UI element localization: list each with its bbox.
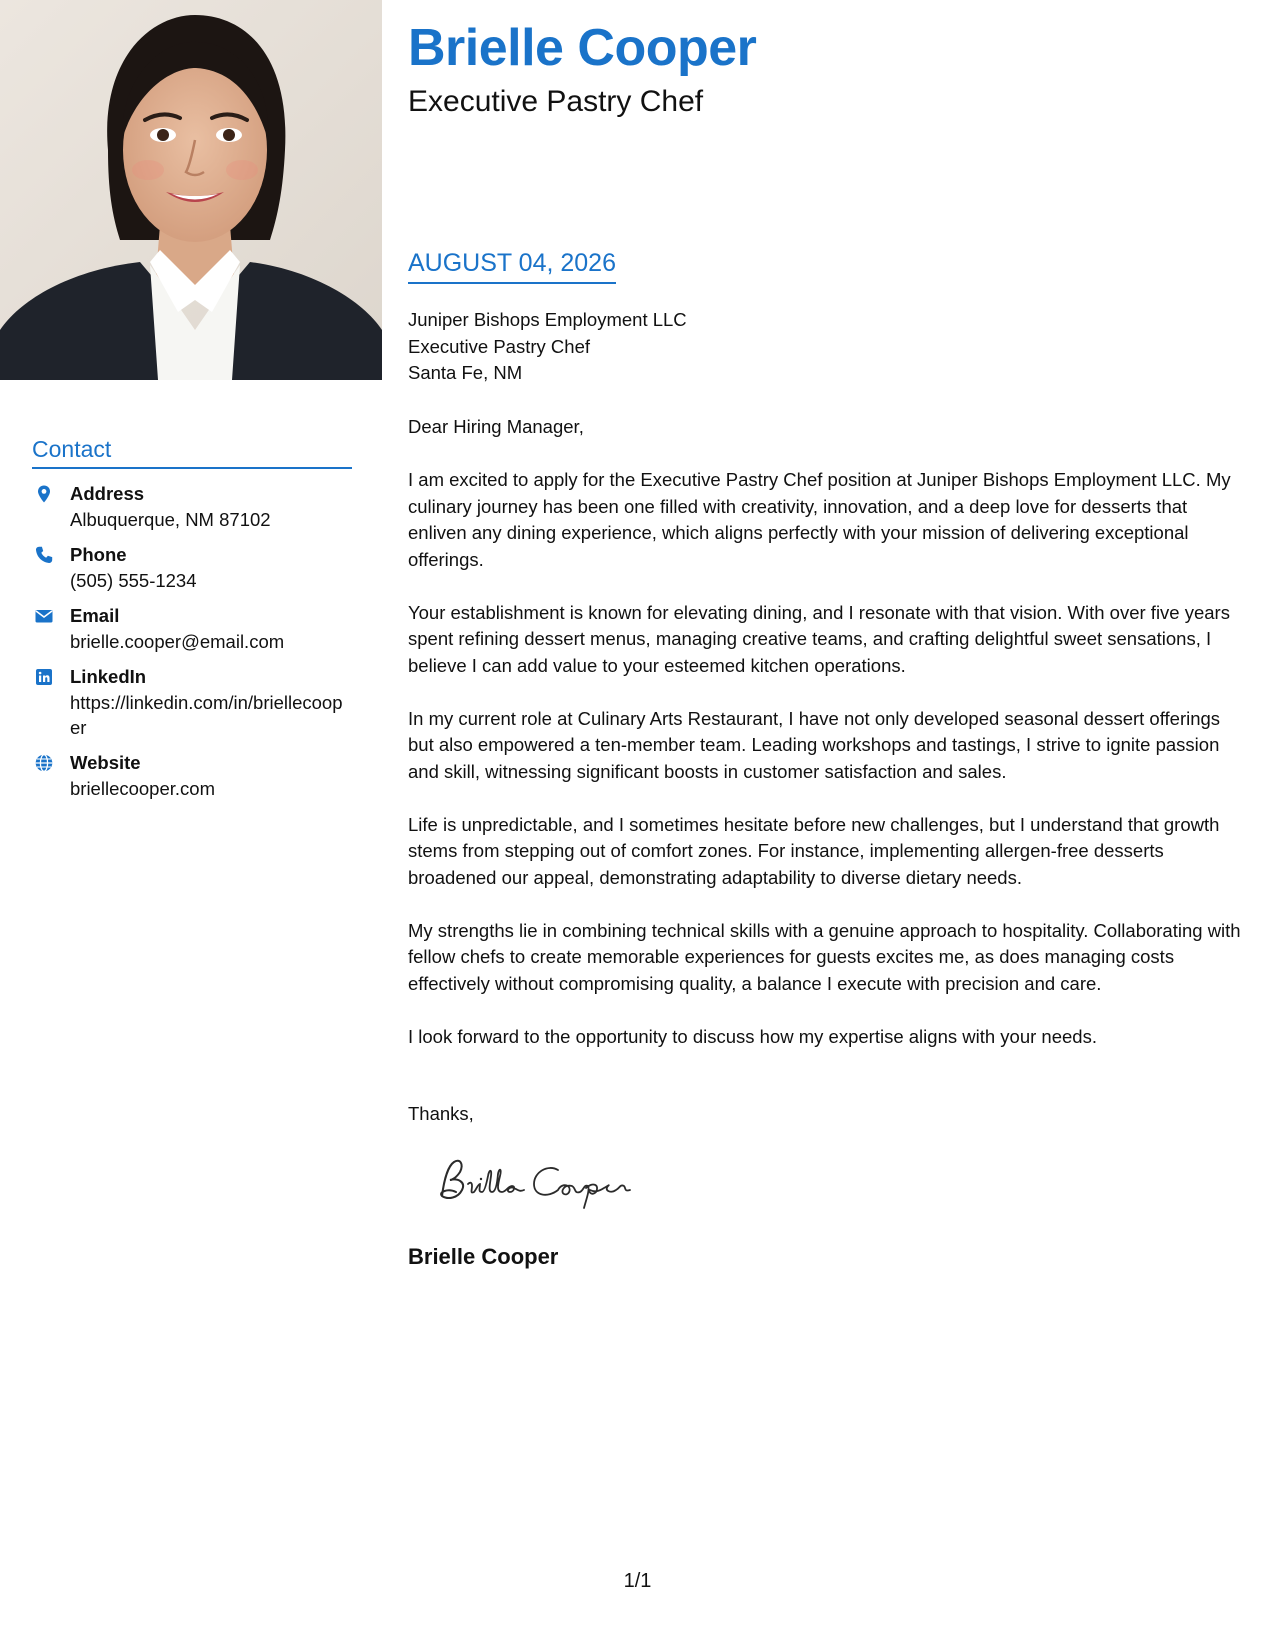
signer-name: Brielle Cooper bbox=[408, 1244, 559, 1269]
contact-label: Website bbox=[70, 751, 141, 773]
globe-icon bbox=[34, 753, 54, 773]
handwritten-signature bbox=[434, 1152, 674, 1212]
contact-label: Email bbox=[70, 604, 120, 626]
sidebar bbox=[0, 0, 382, 1650]
address-value: Albuquerque, NM 87102 bbox=[70, 508, 271, 530]
body-paragraph: Life is unpredictable, and I sometimes hesitate before new challenges, but I understand that growth stems from stepping out of comfort zones. For instance, implementing allergen-free desserts broadened our appeal, demonstrating adaptability to diverse dietary needs. bbox=[408, 813, 1220, 888]
map-pin-icon bbox=[34, 484, 54, 504]
recipient-company: Juniper Bishops Employment LLC bbox=[408, 309, 687, 330]
profile-photo bbox=[0, 0, 382, 380]
applicant-name: Brielle Cooper bbox=[408, 19, 757, 77]
closing: Thanks, bbox=[408, 1103, 474, 1124]
recipient-position: Executive Pastry Chef bbox=[408, 335, 590, 357]
contact-item-phone bbox=[32, 542, 352, 593]
letter-date: AUGUST 04, 2026 bbox=[408, 248, 616, 284]
body-paragraph: My strengths lie in combining technical skills with a genuine approach to hospitality. Collaborating with fellow chefs to create memorable experiences for guests excites me, as does managing costs effectively without compromising quality, a balance I execute with precision and care. bbox=[408, 919, 1241, 994]
page-number: 1/1 bbox=[623, 1570, 652, 1592]
recipient-block bbox=[408, 307, 687, 387]
contact-heading: Contact bbox=[32, 436, 352, 469]
linkedin-value[interactable]: https://linkedin.com/in/briellecooper bbox=[70, 691, 343, 738]
letter-body bbox=[408, 414, 1248, 1077]
body-paragraph: I look forward to the opportunity to discuss how my expertise aligns with your needs. bbox=[408, 1025, 1097, 1047]
recipient-location: Santa Fe, NM bbox=[408, 362, 523, 383]
salutation: Dear Hiring Manager, bbox=[408, 416, 584, 437]
phone-icon bbox=[34, 545, 54, 565]
contact-list bbox=[32, 481, 352, 801]
contact-item-linkedin bbox=[32, 664, 352, 740]
applicant-title: Executive Pastry Chef bbox=[408, 85, 704, 118]
body-paragraph: I am excited to apply for the Executive Pastry Chef position at Juniper Bishops Employment LLC. My culinary journey has been one filled with creativity, innovation, and a deep love for desserts that enliven any dining experience, which aligns perfectly with your mission of delivering exceptional offerings. bbox=[408, 469, 1231, 570]
contact-item-address bbox=[32, 481, 352, 532]
contact-section bbox=[32, 436, 352, 811]
body-paragraph: Your establishment is known for elevating dining, and I resonate with that vision. With over five years spent refining dessert menus, managing creative teams, and crafting delightful sweet sensations, I believe I can add value to your esteemed kitchen operations. bbox=[408, 601, 1230, 676]
contact-label: Phone bbox=[70, 543, 127, 565]
email-value[interactable]: brielle.cooper@email.com bbox=[70, 630, 285, 652]
phone-value: (505) 555-1234 bbox=[70, 569, 197, 591]
contact-label: Address bbox=[70, 482, 145, 504]
body-paragraph: In my current role at Culinary Arts Restaurant, I have not only developed seasonal dessert offerings but also empowered a ten-member team. Leading workshops and tastings, I strive to ignite passion and skill, witnessing significant boosts in customer satisfaction and sales. bbox=[408, 707, 1221, 782]
linkedin-icon bbox=[34, 667, 54, 687]
portrait-illustration bbox=[0, 0, 382, 380]
contact-label: LinkedIn bbox=[70, 665, 147, 687]
website-value[interactable]: briellecooper.com bbox=[70, 777, 215, 799]
contact-item-website bbox=[32, 750, 352, 801]
contact-item-email bbox=[32, 603, 352, 654]
email-icon bbox=[34, 606, 54, 626]
